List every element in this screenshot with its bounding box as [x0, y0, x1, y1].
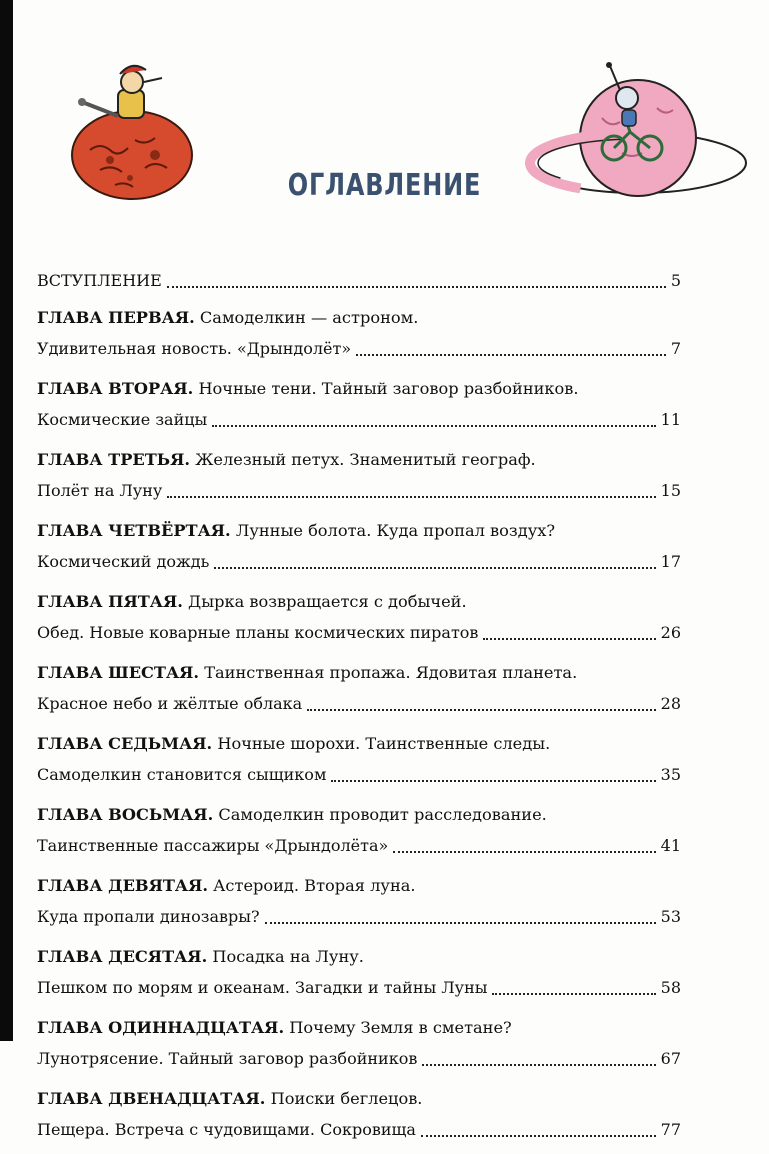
dot-leader	[167, 496, 655, 498]
chapter-title: ГЛАВА СЕДЬМАЯ.	[37, 734, 213, 753]
page-number: 17	[660, 552, 681, 571]
dot-leader	[393, 851, 655, 853]
chapter-title: ГЛАВА ДЕВЯТАЯ.	[37, 876, 209, 895]
chapter-subtitle: Астероид. Вторая луна.	[213, 876, 416, 895]
chapter-subtitle: Лунные болота. Куда пропал воздух?	[235, 521, 556, 540]
chapter-subtitle: Ночные тени. Тайный заговор разбойников.	[198, 379, 579, 398]
toc-entry-chapter[interactable]	[37, 728, 681, 790]
page-number: 28	[660, 694, 681, 713]
dot-leader	[422, 1064, 655, 1066]
chapter-second-line: Пешком по морям и океанам. Загадки и тайны Луны	[37, 978, 488, 997]
chapter-title: ГЛАВА ДВЕНАДЦАТАЯ.	[37, 1089, 266, 1108]
chapter-subtitle: Дырка возвращается с добычей.	[188, 592, 467, 611]
page-number: 11	[660, 410, 681, 429]
page-number: 5	[670, 271, 681, 290]
toc-entry-chapter[interactable]	[37, 1012, 681, 1074]
chapter-subtitle: Таинственная пропажа. Ядовитая планета.	[204, 663, 578, 682]
chapter-title: ГЛАВА ПЕРВАЯ.	[37, 308, 195, 327]
chapter-second-line: Пещера. Встреча с чудовищами. Сокровища	[37, 1120, 416, 1139]
page-number: 26	[660, 623, 681, 642]
page-number: 41	[660, 836, 681, 855]
dot-leader	[492, 993, 655, 995]
toc-entry-chapter[interactable]	[37, 1083, 681, 1145]
chapter-second-line: Самоделкин становится сыщиком	[37, 765, 327, 784]
chapter-second-line: Лунотрясение. Тайный заговор разбойников	[37, 1049, 418, 1068]
toc-entry-chapter[interactable]	[37, 586, 681, 648]
toc-entry-chapter[interactable]	[37, 870, 681, 932]
intro-label: ВСТУПЛЕНИЕ	[37, 271, 162, 290]
toc-entry-chapter[interactable]	[37, 515, 681, 577]
chapter-subtitle: Самоделкин — астроном.	[199, 308, 419, 327]
chapter-second-line: Полёт на Луну	[37, 481, 163, 500]
dot-leader	[356, 354, 666, 356]
chapter-subtitle: Поиски беглецов.	[270, 1089, 423, 1108]
page-number: 35	[660, 765, 681, 784]
chapter-title: ГЛАВА ВТОРАЯ.	[37, 379, 194, 398]
toc-entry-chapter[interactable]	[37, 941, 681, 1003]
chapter-subtitle: Самоделкин проводит расследование.	[218, 805, 547, 824]
page-number: 77	[660, 1120, 681, 1139]
page-number: 15	[660, 481, 681, 500]
chapter-subtitle: Ночные шорохи. Таинственные следы.	[217, 734, 551, 753]
chapter-second-line: Удивительная новость. «Дрындолёт»	[37, 339, 352, 358]
page-number: 67	[660, 1049, 681, 1068]
chapter-subtitle: Посадка на Луну.	[212, 947, 364, 966]
chapter-title: ГЛАВА ПЯТАЯ.	[37, 592, 183, 611]
dot-leader	[421, 1135, 656, 1137]
chapter-second-line: Красное небо и жёлтые облака	[37, 694, 303, 713]
page-edge-shadow	[0, 0, 13, 1041]
toc-entry-chapter[interactable]	[37, 302, 681, 364]
dot-leader	[167, 286, 666, 288]
dot-leader	[483, 638, 655, 640]
toc-entry-chapter[interactable]	[37, 657, 681, 719]
chapter-title: ГЛАВА ТРЕТЬЯ.	[37, 450, 191, 469]
chapter-title: ГЛАВА ШЕСТАЯ.	[37, 663, 200, 682]
chapter-title: ГЛАВА ДЕСЯТАЯ.	[37, 947, 208, 966]
chapter-title: ГЛАВА ОДИННАДЦАТАЯ.	[37, 1018, 285, 1037]
table-of-contents	[37, 265, 681, 1154]
dot-leader	[331, 780, 655, 782]
chapter-title: ГЛАВА ЧЕТВЁРТАЯ.	[37, 521, 231, 540]
page-title: ОГЛАВЛЕНИЕ	[287, 168, 482, 203]
page-number: 7	[670, 339, 681, 358]
dot-leader	[307, 709, 655, 711]
toc-entry-chapter[interactable]	[37, 799, 681, 861]
chapter-second-line: Космический дождь	[37, 552, 210, 571]
toc-entry-chapter[interactable]	[37, 444, 681, 506]
dot-leader	[214, 567, 655, 569]
chapter-second-line: Обед. Новые коварные планы космических пиратов	[37, 623, 479, 642]
dot-leader	[265, 922, 656, 924]
dot-leader	[212, 425, 655, 427]
chapter-subtitle: Железный петух. Знаменитый географ.	[195, 450, 536, 469]
chapter-second-line: Куда пропали динозавры?	[37, 907, 260, 926]
chapter-title: ГЛАВА ВОСЬМАЯ.	[37, 805, 214, 824]
chapter-second-line: Таинственные пассажиры «Дрындолёта»	[37, 836, 389, 855]
toc-entry-chapter[interactable]	[37, 373, 681, 435]
toc-entry-intro[interactable]	[37, 265, 681, 296]
chapter-second-line: Космические зайцы	[37, 410, 208, 429]
page-number: 58	[660, 978, 681, 997]
page-number: 53	[660, 907, 681, 926]
chapter-subtitle: Почему Земля в сметане?	[289, 1018, 512, 1037]
